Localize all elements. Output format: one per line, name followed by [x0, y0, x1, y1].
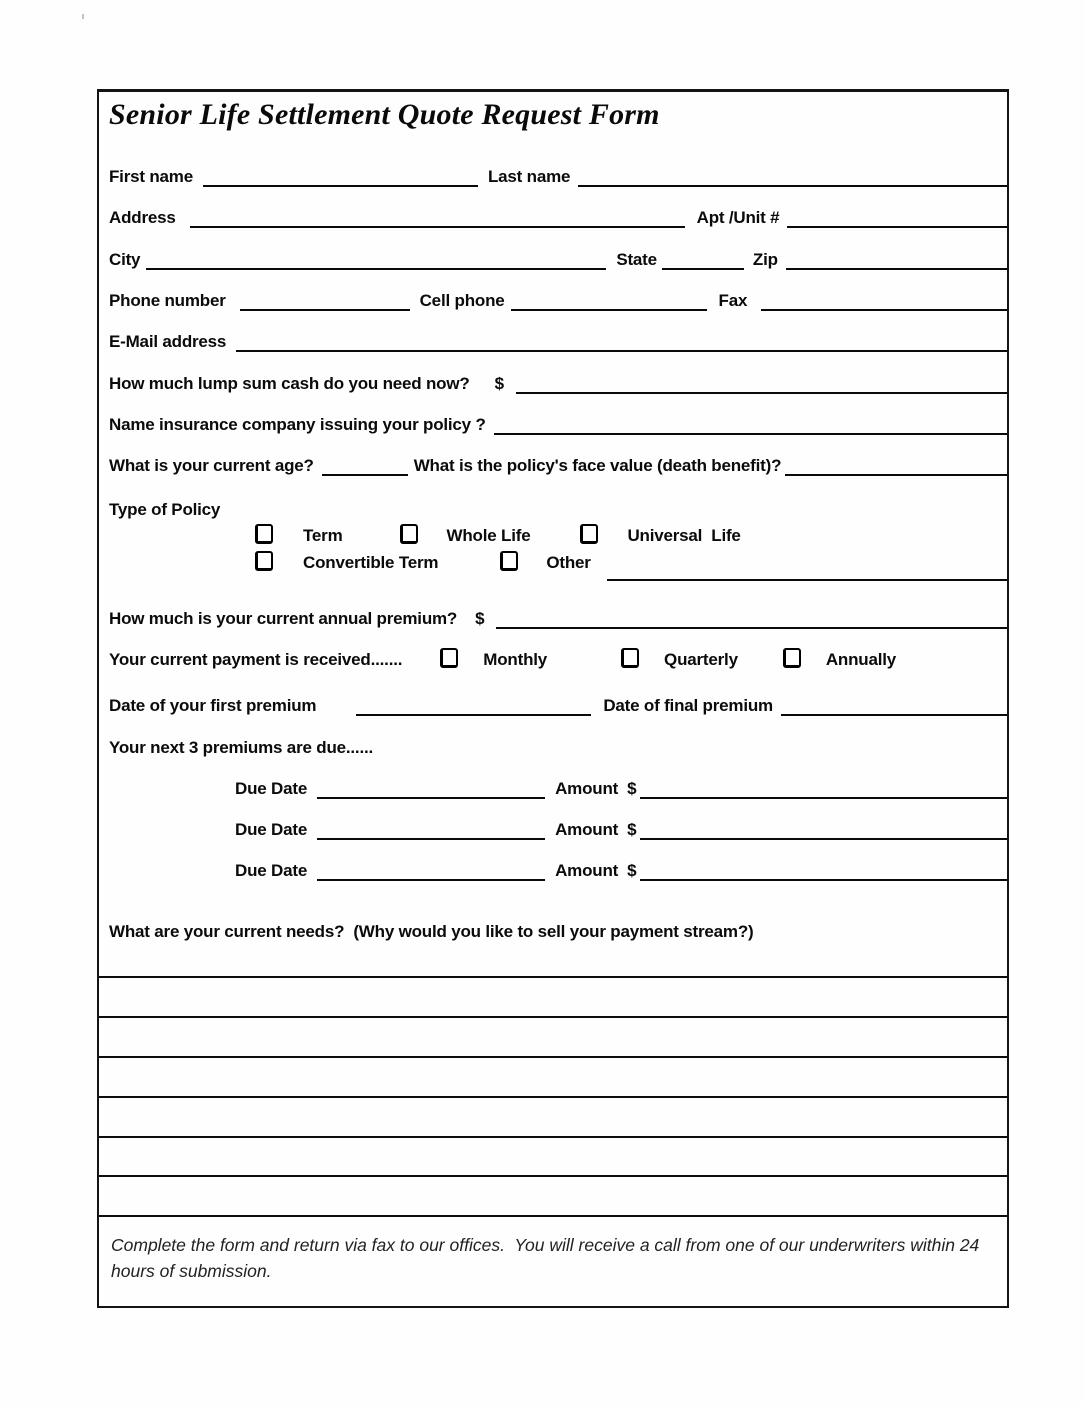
amount-label-1: Amount $ — [555, 779, 637, 798]
final-premium-field[interactable] — [781, 696, 1007, 716]
whole-life-label: Whole Life — [446, 526, 531, 545]
needs-writing-line-2[interactable] — [99, 1016, 1007, 1018]
cell-phone-field[interactable] — [511, 291, 707, 311]
needs-writing-line-3[interactable] — [99, 1056, 1007, 1058]
term-label: Term — [303, 526, 343, 545]
last-name-label: Last name — [487, 167, 571, 186]
needs-question-label: What are your current needs? (Why would you like to sell your payment stream?) — [109, 922, 754, 941]
email-row — [109, 326, 1007, 352]
phone-field[interactable] — [240, 291, 410, 311]
scan-speck — [82, 14, 84, 19]
needs-writing-line-6[interactable] — [99, 1175, 1007, 1177]
final-premium-label: Date of final premium — [603, 696, 773, 715]
monthly-label: Monthly — [483, 650, 548, 669]
amount-label-3: Amount $ — [555, 861, 637, 880]
city-field[interactable] — [146, 250, 606, 270]
city-label: City — [109, 250, 141, 269]
whole-life-checkbox[interactable] — [400, 524, 418, 544]
insurance-company-label: Name insurance company issuing your policy ? — [109, 415, 486, 434]
due-date-field-3[interactable] — [317, 861, 545, 881]
phone-label: Phone number — [109, 291, 226, 310]
lump-sum-row — [109, 368, 1007, 394]
premium-dates-row — [109, 690, 1007, 716]
amount-field-1[interactable] — [640, 779, 1007, 799]
insurance-company-row — [109, 409, 1007, 435]
due-date-label-1: Due Date — [235, 779, 308, 798]
convertible-term-checkbox[interactable] — [255, 551, 273, 571]
due-date-label-3: Due Date — [235, 861, 308, 880]
universal-life-checkbox[interactable] — [580, 524, 598, 544]
footer-divider — [99, 1215, 1007, 1217]
form-title: Senior Life Settlement Quote Request Form — [109, 98, 660, 131]
dollar-sign: $ — [494, 374, 504, 393]
footer-note: Complete the form and return via fax to our offices. You will receive a call from one of our underwriters within 24 hours of submission. — [111, 1235, 985, 1281]
due-date-row-2 — [109, 814, 1007, 840]
policy-options-row-1 — [109, 520, 1007, 546]
needs-writing-line-4[interactable] — [99, 1096, 1007, 1098]
fax-label: Fax — [718, 291, 748, 310]
due-date-row-1 — [109, 773, 1007, 799]
other-checkbox[interactable] — [500, 551, 518, 571]
age-face-value-row — [109, 450, 1007, 476]
annual-premium-row — [109, 603, 1007, 629]
city-row — [109, 244, 1007, 270]
current-age-field[interactable] — [322, 456, 408, 476]
address-field[interactable] — [190, 208, 685, 228]
due-date-row-3 — [109, 855, 1007, 881]
first-name-field[interactable] — [203, 167, 478, 187]
face-value-label: What is the policy's face value (death benefit)? — [413, 456, 782, 475]
other-field[interactable] — [607, 561, 1007, 581]
zip-label: Zip — [752, 250, 778, 269]
needs-writing-line-5[interactable] — [99, 1136, 1007, 1138]
apt-unit-field[interactable] — [787, 208, 1007, 228]
last-name-field[interactable] — [578, 167, 1007, 187]
other-label: Other — [546, 553, 591, 572]
apt-unit-label: Apt /Unit # — [696, 208, 780, 227]
lump-sum-label: How much lump sum cash do you need now? — [109, 374, 470, 393]
annually-checkbox[interactable] — [783, 648, 801, 668]
annual-premium-label: How much is your current annual premium? — [109, 609, 458, 628]
cell-phone-label: Cell phone — [419, 291, 505, 310]
address-label: Address — [109, 208, 176, 227]
lump-sum-field[interactable] — [516, 374, 1007, 394]
payment-frequency-row — [109, 644, 1007, 670]
zip-field[interactable] — [786, 250, 1007, 270]
policy-type-heading-row — [109, 494, 1007, 520]
annually-label: Annually — [825, 650, 897, 669]
name-row — [109, 161, 1007, 187]
universal-life-label: Universal Life — [627, 526, 741, 545]
first-name-label: First name — [109, 167, 193, 186]
due-date-field-2[interactable] — [317, 820, 545, 840]
face-value-field[interactable] — [785, 456, 1007, 476]
quote-request-form — [97, 89, 1009, 1308]
convertible-term-label: Convertible Term — [303, 553, 439, 572]
amount-field-3[interactable] — [640, 861, 1007, 881]
email-field[interactable] — [236, 332, 1007, 352]
annual-premium-field[interactable] — [496, 609, 1007, 629]
needs-question-row — [109, 916, 1007, 942]
policy-type-heading: Type of Policy — [109, 500, 221, 519]
first-premium-field[interactable] — [356, 696, 591, 716]
due-date-label-2: Due Date — [235, 820, 308, 839]
due-date-field-1[interactable] — [317, 779, 545, 799]
amount-label-2: Amount $ — [555, 820, 637, 839]
policy-options-row-2 — [109, 547, 1007, 573]
current-age-label: What is your current age? — [109, 456, 314, 475]
term-checkbox[interactable] — [255, 524, 273, 544]
payment-received-label: Your current payment is received....... — [109, 650, 403, 669]
fax-field[interactable] — [761, 291, 1007, 311]
monthly-checkbox[interactable] — [440, 648, 458, 668]
amount-field-2[interactable] — [640, 820, 1007, 840]
quarterly-checkbox[interactable] — [621, 648, 639, 668]
first-premium-label: Date of your first premium — [109, 696, 317, 715]
next-premiums-heading-row — [109, 732, 1007, 758]
next-premiums-label: Your next 3 premiums are due...... — [109, 738, 374, 757]
email-label: E-Mail address — [109, 332, 227, 351]
insurance-company-field[interactable] — [494, 415, 1007, 435]
needs-writing-line-1[interactable] — [99, 976, 1007, 978]
state-label: State — [616, 250, 657, 269]
annual-premium-dollar-sign: $ — [475, 609, 485, 628]
address-row — [109, 202, 1007, 228]
state-field[interactable] — [662, 250, 744, 270]
phone-row — [109, 285, 1007, 311]
quarterly-label: Quarterly — [664, 650, 738, 669]
